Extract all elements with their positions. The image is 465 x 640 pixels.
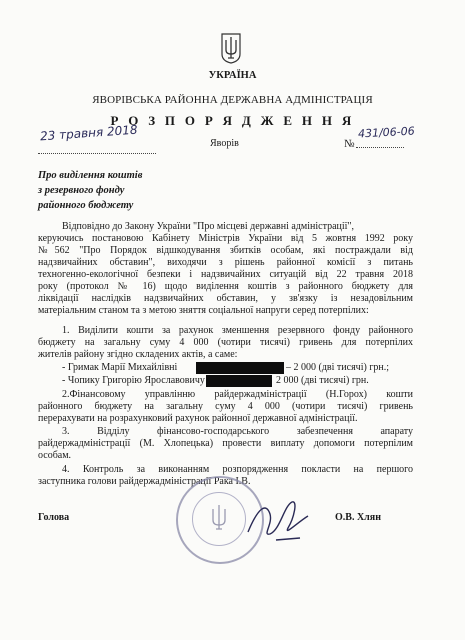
body-line: керуючись постановою Кабінету Міністрів України від 5 жовтня 1992 року <box>38 233 413 244</box>
body-line: жителів району згідно складених актів, а саме: <box>38 349 238 360</box>
date-line <box>38 141 156 154</box>
body-line: №562 "Про Порядок відшкодування збитків особам, які постраждали від <box>38 245 413 256</box>
number-sign: № <box>344 138 355 150</box>
body-line: районного бюджету на загальну суму 4 000 (чотири тисячі) гривень <box>38 401 413 412</box>
body-line: 2.Фінансовому управлінню райдержадміністрації (Н.Горох) кошти <box>62 389 413 400</box>
redaction-box <box>196 362 284 374</box>
body-line: 1. Виділити кошти за рахунок зменшення резервного фонду районного <box>62 325 413 336</box>
subject-line: Про виділення коштів <box>38 170 143 181</box>
handwritten-number: 431/06-06 <box>357 124 415 141</box>
redaction-box <box>206 375 272 387</box>
body-line: особам. <box>38 450 72 461</box>
country-heading: УКРАЇНА <box>208 70 257 81</box>
place-label: Яворів <box>210 138 239 149</box>
body-line: 4. Контроль за виконанням розпорядження покласти на першого <box>62 464 413 475</box>
signatory-title: Голова <box>38 512 70 523</box>
body-line: 3. Відділу фінансово-господарського забезпечення апарату <box>62 426 413 437</box>
document-subject <box>38 168 142 213</box>
body-line: року (протокол № 16) щодо виділення коштів з районного бюджету для <box>38 281 413 292</box>
subject-line: районного бюджету <box>38 200 134 211</box>
coat-of-arms-icon <box>220 32 242 64</box>
recipient-amount: 2 000 (дві тисячі) грн. <box>276 375 369 386</box>
body-line: матеріальним станом та з метою зняття соціальної напруги серед потерпілих: <box>38 305 369 316</box>
body-line: надзвичайних обставин", виходячи з рішень районної комісії з питань <box>38 257 413 268</box>
handwritten-signature-icon <box>240 488 320 548</box>
body-line: бюджету на загальну суму 4 000 (чотири тисячі) гривень для потерпілих <box>38 337 413 348</box>
number-line <box>356 147 404 148</box>
body-line: заступника голови райдержадміністрації Рака І.В. <box>38 476 251 487</box>
body-line: ліквідації наслідків надзвичайних обставин, у зв'язку із незадовільним <box>38 293 413 304</box>
body-line: райдержадміністрації (М. Хлопецька) провести виплату допомоги потерпілим <box>38 438 413 449</box>
recipient-name: - Чопику Григорію Ярославовичу <box>62 375 205 386</box>
signatory-name: О.В. Хлян <box>335 512 381 523</box>
handwritten-date: 23 травня 2018 <box>39 122 138 144</box>
subject-line: з резервного фонду <box>38 185 125 196</box>
seal-trident-icon <box>209 502 229 534</box>
body-line: Відповідно до Закону України "Про місцеві державні адміністрації", <box>62 221 355 232</box>
document-type-heading: Р О З П О Р Я Д Ж Е Н Н Я <box>110 113 355 128</box>
recipient-name: - Гримак Марії Михайлівні <box>62 362 178 373</box>
administration-heading: ЯВОРІВСЬКА РАЙОННА ДЕРЖАВНА АДМІНІСТРАЦІЯ <box>92 94 373 106</box>
body-line: перерахувати на розрахунковий рахунок районної державної адміністрації. <box>38 413 358 424</box>
body-line: техногенно-екологічної безпеки і надзвичайних ситуацій від 22 травня 2018 <box>38 269 413 280</box>
recipient-amount: – 2 000 (дві тисячі) грн.; <box>286 362 390 373</box>
